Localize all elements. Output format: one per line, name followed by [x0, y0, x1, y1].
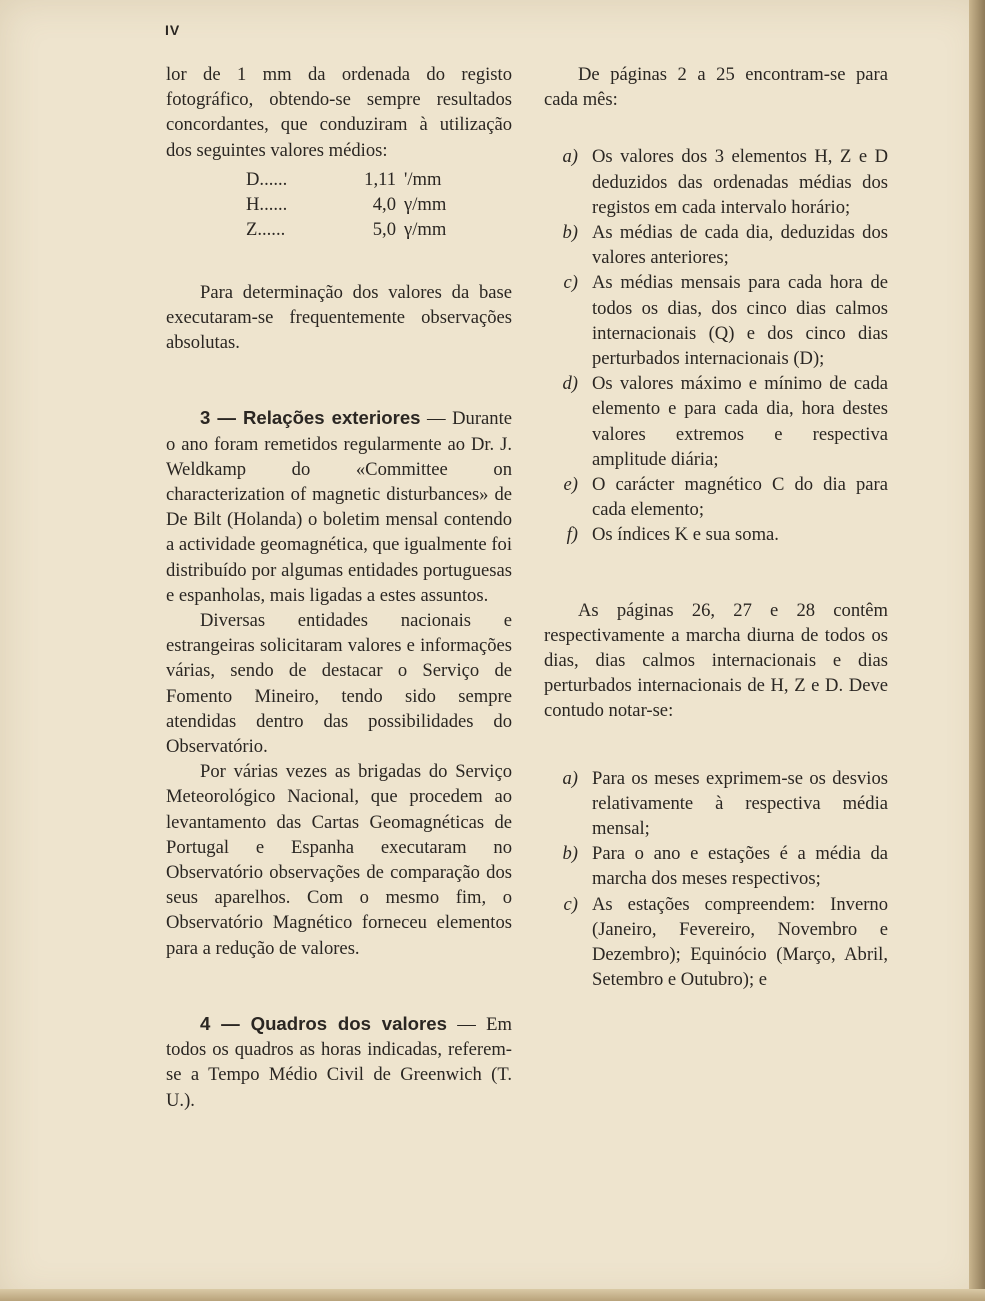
list-marker: b): [562, 222, 578, 244]
paragraph-base-values: Para determinação dos valores da base executaram-se frequentemente observações absolutas.: [166, 281, 512, 354]
page-edge-bottom: [0, 1289, 985, 1301]
value-row-d: [246, 167, 512, 192]
list-item: [544, 892, 888, 993]
right-column: [544, 62, 888, 993]
value-unit: γ/mm: [404, 193, 447, 215]
list-item: [544, 766, 888, 842]
value-row-z: [246, 217, 512, 242]
list-marker: e): [563, 474, 578, 496]
value-unit: γ/mm: [404, 218, 447, 240]
section-3-paragraph: [166, 405, 512, 608]
monthly-contents-list: [544, 144, 888, 547]
list-item: [544, 472, 888, 522]
list-text: Os valores máximo e mínimo de cada elemento e para cada dia, hora destes valores extremos e respectiva amplitude diária;: [592, 373, 888, 470]
list-text: As estações compreendem: Inverno (Janeiro, Fevereiro, Novembro e Dezembro); Equinócio (Março, Abril, Setembro e Outubro); e: [592, 893, 888, 991]
list-item: [544, 220, 888, 270]
value-number: 4,0: [372, 193, 396, 215]
section-4-paragraph: [166, 1011, 512, 1113]
value-label: D......: [246, 168, 288, 190]
list-text: Os valores dos 3 elementos H, Z e D deduzidos das ordenadas médias dos registos em cada intervalo horário;: [592, 146, 888, 218]
section-4-text: — Em todos os quadros as horas indicadas, referem-se a Tempo Médio Civil de Greenwich (T. U.).: [166, 1013, 512, 1111]
list-item: [544, 270, 888, 371]
diurnal-notes-list: [544, 766, 888, 993]
list-text: O carácter magnético C do dia para cada elemento;: [592, 474, 888, 521]
page-number: IV: [165, 22, 181, 38]
value-label: Z......: [246, 218, 286, 240]
list-marker: f): [566, 524, 578, 546]
value-number: 1,11: [364, 168, 396, 190]
value-number: 5,0: [372, 218, 396, 240]
left-column: [166, 62, 512, 1113]
list-text: As médias mensais para cada hora de todos os dias, dos cinco dias calmos internacionais (Q) e dos cinco dias perturbados internacionais (D);: [592, 272, 888, 370]
mean-values-table: [246, 167, 512, 242]
list-text: Os índices K e sua soma.: [592, 524, 779, 546]
section-3-paragraph-2: Diversas entidades nacionais e estrangeiras solicitaram valores e informações várias, sendo de destacar o Serviço de Fomento Mineiro, tendo sido sempre atendidas dentro das possibilidades do Observatório.: [166, 610, 512, 758]
list-marker: c): [563, 272, 578, 294]
value-label: H......: [246, 193, 288, 215]
page-edge-right: [969, 0, 985, 1301]
paragraph-pages-intro: De páginas 2 a 25 encontram-se para cada mês:: [544, 64, 888, 111]
section-3-paragraph-3: Por várias vezes as brigadas do Serviço Meteorológico Nacional, que procedem ao levantamento das Cartas Geomagnéticas de Portugal e Espanha executaram no Observatório observações de comparação dos seus aparelhos. Com o mesmo fim, o Observatório Magnético forneceu elementos para a redução de valores.: [166, 761, 512, 959]
list-marker: a): [562, 767, 578, 789]
value-row-h: [246, 192, 512, 217]
list-text: As médias de cada dia, deduzidas dos valores anteriores;: [592, 222, 888, 269]
list-marker: a): [562, 146, 578, 168]
section-3-text: — Durante o ano foram remetidos regularmente ao Dr. J. Weldkamp do «Committee on characterization of magnetic disturbances» de De Bilt (Holanda) o boletim mensal contendo a actividade geomagnética, que igualmente foi distribuído por algumas entidades portuguesas e espanholas, mais ligadas a estes assuntos.: [166, 408, 513, 606]
list-text: Para os meses exprimem-se os desvios relativamente à respectiva média mensal;: [592, 767, 888, 840]
list-marker: b): [562, 843, 578, 865]
paragraph-diurnal-intro: As páginas 26, 27 e 28 contêm respectivamente a marcha diurna de todos os dias, dias calmos internacionais e dias perturbados internacionais de H, Z e D. Deve contudo notar-se:: [544, 599, 888, 722]
list-item: [544, 522, 888, 547]
list-item: [544, 841, 888, 891]
list-marker: d): [562, 373, 578, 395]
list-item: [544, 371, 888, 472]
paragraph-ordinate-intro: lor de 1 mm da ordenada do registo fotográfico, obtendo-se sempre resultados concordantes, que conduziram à utilização dos seguintes valores médios:: [166, 64, 512, 161]
section-3-heading: 3 — Relações exteriores: [200, 407, 421, 429]
list-text: Para o ano e estações é a média da marcha dos meses respectivos;: [592, 843, 888, 890]
section-4-heading: 4 — Quadros dos valores: [200, 1012, 447, 1034]
list-item: [544, 144, 888, 220]
value-unit: '/mm: [404, 168, 442, 190]
list-marker: c): [563, 893, 578, 915]
